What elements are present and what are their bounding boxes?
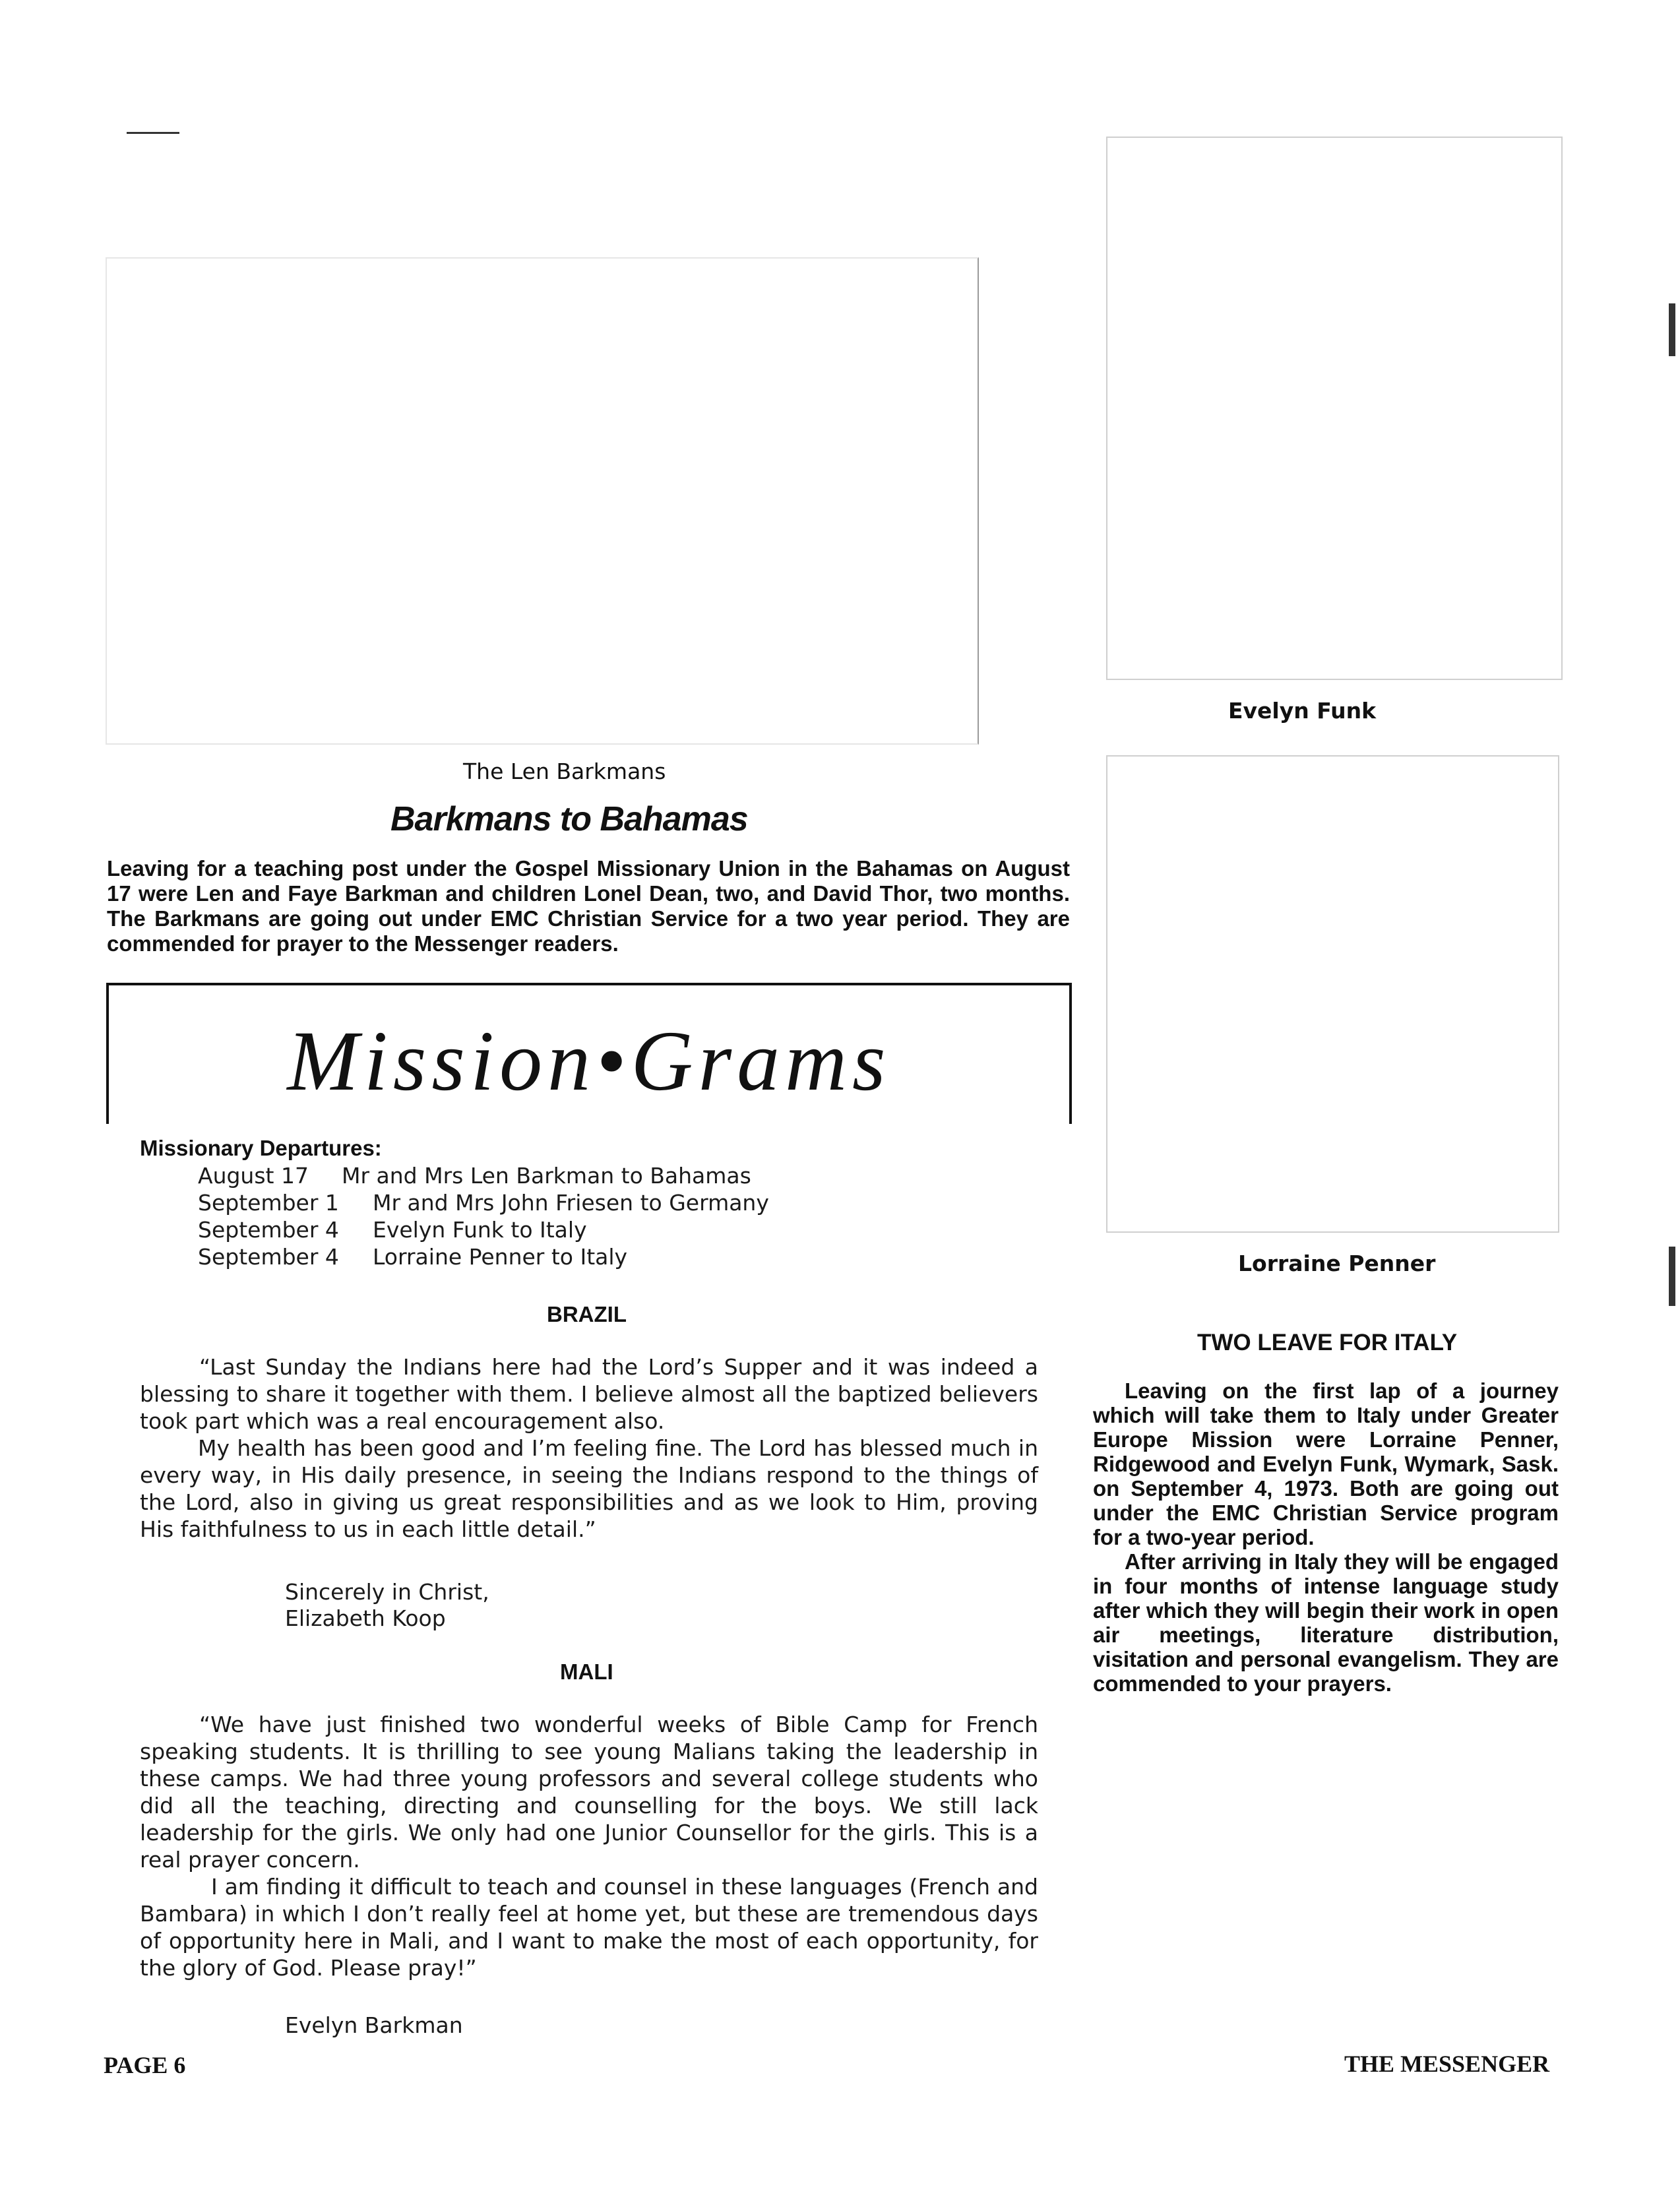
departure-date: September 4 [198,1217,339,1243]
brazil-heading: BRAZIL [547,1302,627,1326]
penner-photo-caption: Lorraine Penner [1238,1251,1436,1276]
departure-text: Mr and Mrs John Friesen to Germany [373,1190,769,1216]
departure-text: Mr and Mrs Len Barkman to Bahamas [342,1163,751,1189]
masthead-title: Mission•Grams [287,1014,891,1109]
departures-list [198,1162,857,1270]
barkmans-body: Leaving for a teaching post under the Gospel Missionary Union in the Bahamas on August 17 were Len and Faye Barkman and children Lonel Dean, two, and David Thor, two months. The Barkmans are going out under EMC Christian Service for a two year period. They are commended for prayer to the Messenger readers. [107,856,1070,956]
brazil-paragraph: My health has been good and I’m feeling fine. The Lord has blessed much in every way, in His daily presence, in seeing the Indians respond to the things of the Lord, also in giving us great responsibilities and as we look to Him, proving His faithfulness to us in each little detail.” [140,1435,1038,1542]
brazil-paragraph: “Last Sunday the Indians here had the Lord’s Supper and it was indeed a blessing to share it together with them. I believe almost all the baptized believers took part which was a real encouragement also. [140,1354,1038,1434]
edge-mark [1669,303,1675,356]
barkmans-headline: Barkmans to Bahamas [390,800,748,838]
departure-row [198,1243,857,1270]
penner-photo [1106,755,1559,1233]
mali-signature: Evelyn Barkman [285,2012,463,2038]
departures-heading: Missionary Departures: [140,1136,382,1160]
departure-row [198,1162,857,1189]
departure-date: September 4 [198,1244,339,1270]
italy-paragraph: After arriving in Italy they will be engaged in four months of intense language study after which they will begin their work in open air meetings, literature distribution, visitation and personal evangelism. They are commended to your prayers. [1093,1549,1559,1696]
mali-paragraph: I am finding it difficult to teach and counsel in these languages (French and Bambara) in which I don’t really feel at home yet, but these are tremendous days of opportunity here in Mali, and I want to make the most of each opportunity, for the glory of God. Please pray!” [140,1874,1038,1981]
italy-body [1093,1379,1559,1696]
departure-row [198,1216,857,1243]
mali-paragraph: “We have just finished two wonderful weeks of Bible Camp for French speaking students. It is thrilling to see young Malians taking the leadership in these camps. We had three young professors and several college students who did all the teaching, directing and counselling for the boys. We still lack leadership for the girls. We only had one Junior Counsellor for the girls. This is a real prayer concern. [140,1712,1038,1873]
italy-headline: TWO LEAVE FOR ITALY [1197,1330,1458,1355]
funk-photo-caption: Evelyn Funk [1228,698,1377,724]
brazil-signature: Elizabeth Koop [285,1605,446,1631]
italy-paragraph: Leaving on the first lap of a journey which will take them to Italy under Greater Europe Mission were Lorraine Penner, Ridgewood and Evelyn Funk, Wymark, Sask. on September 4, 1973. Both are going out under the EMC Christian Service program for a two-year period. [1093,1379,1559,1549]
funk-photo [1106,137,1563,680]
publication-name: THE MESSENGER [1344,2051,1550,2077]
mali-letter [140,1711,1038,1981]
departure-date: September 1 [198,1190,339,1216]
departure-text: Lorraine Penner to Italy [373,1244,628,1270]
barkmans-photo [106,257,979,745]
departure-date: August 17 [198,1163,309,1189]
brazil-letter [140,1353,1038,1543]
mission-grams-masthead [106,983,1072,1124]
departure-text: Evelyn Funk to Italy [373,1217,587,1243]
corner-mark [127,132,179,134]
barkmans-photo-caption: The Len Barkmans [463,759,666,784]
page-number: PAGE 6 [104,2052,186,2078]
departure-row [198,1189,857,1216]
mali-heading: MALI [560,1659,613,1684]
edge-mark [1669,1247,1675,1306]
brazil-closing: Sincerely in Christ, [285,1579,489,1605]
